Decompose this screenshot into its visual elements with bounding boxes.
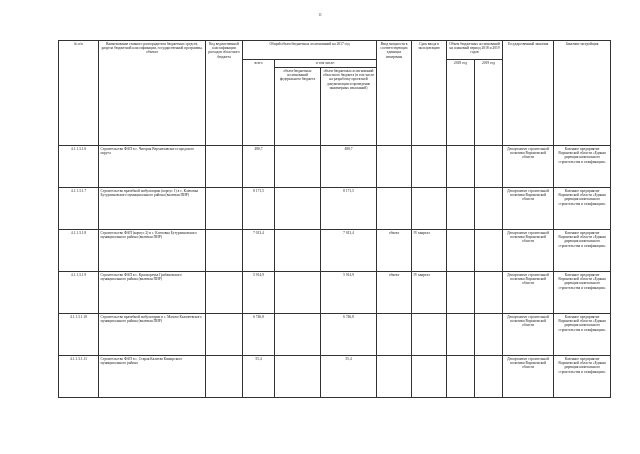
row-2018-cell xyxy=(447,188,475,230)
header-total: всего xyxy=(243,60,275,146)
row-total-cell: 6 746,8 xyxy=(243,314,275,356)
row-code-cell xyxy=(206,146,243,188)
row-total-cell: 7 013,4 xyxy=(243,230,275,272)
row-name-cell: Строительство ФАП в с. Старая Калитва Каширского муниципального района xyxy=(99,356,206,398)
row-regional-cell: 55,4 xyxy=(321,356,377,398)
row-term-cell: IV квартал xyxy=(412,230,447,272)
row-federal-cell xyxy=(275,188,321,230)
row-2019-cell xyxy=(475,188,503,230)
row-federal-cell xyxy=(275,272,321,314)
row-term-cell xyxy=(412,356,447,398)
row-unit-cell: объект xyxy=(377,230,412,272)
row-developer-cell: Казенное предприятие Воронежской области «Единая дирекция капитального строительства и газификации» xyxy=(554,146,611,188)
row-federal-cell xyxy=(275,146,321,188)
table-body xyxy=(59,146,611,398)
row-num-cell: 4.1.1.3.1.7 xyxy=(59,188,99,230)
row-developer-cell: Казенное предприятие Воронежской области «Единая дирекция капитального строительства и газификации» xyxy=(554,356,611,398)
row-customer-cell: Департамент строительной политики Воронежской области xyxy=(503,146,554,188)
row-name-cell: Строительство ФАП в с. Чигорак Верхнехавского городского округа xyxy=(99,146,206,188)
row-2019-cell xyxy=(475,146,503,188)
header-regional: объем бюджетных ассигнований областного бюджета (в том числе на разработку проектной документации и проведение инженерных изысканий) xyxy=(321,68,377,146)
header-total-2017: Общий объем бюджетных ассигнований на 2017 год xyxy=(243,41,377,60)
row-customer-cell: Департамент строительной политики Воронежской области xyxy=(503,188,554,230)
row-2019-cell xyxy=(475,272,503,314)
header-2019: 2019 год xyxy=(475,60,503,146)
row-regional-cell: 5 914,9 xyxy=(321,272,377,314)
row-name-cell: Строительство врачебной амбулатории в с. Мазово Калачеевского муниципального района (включая ПИР) xyxy=(99,314,206,356)
table-row xyxy=(59,272,611,314)
row-num-cell: 4.1.1.3.1.10 xyxy=(59,314,99,356)
budget-table xyxy=(58,40,611,398)
table-row xyxy=(59,146,611,188)
row-unit-cell xyxy=(377,356,412,398)
row-unit-cell xyxy=(377,146,412,188)
header-federal: объем бюджетных ассигнований федерального бюджета xyxy=(275,68,321,146)
row-2018-cell xyxy=(447,356,475,398)
row-2018-cell xyxy=(447,146,475,188)
row-total-cell: 488,7 xyxy=(243,146,275,188)
header-row-1 xyxy=(59,41,611,60)
header-incl: в том числе: xyxy=(275,60,377,68)
row-regional-cell: 7 013,4 xyxy=(321,230,377,272)
row-num-cell: 4.1.1.3.1.11 xyxy=(59,356,99,398)
row-num-cell: 4.1.1.3.1.9 xyxy=(59,272,99,314)
table-row xyxy=(59,314,611,356)
row-code-cell xyxy=(206,314,243,356)
row-2019-cell xyxy=(475,314,503,356)
table-row xyxy=(59,356,611,398)
table-row xyxy=(59,230,611,272)
header-code: Код ведомственной классификации расходов областного бюджета xyxy=(206,41,243,146)
row-2018-cell xyxy=(447,272,475,314)
row-federal-cell xyxy=(275,356,321,398)
row-term-cell xyxy=(412,146,447,188)
header-name: Наименование главного распорядителя бюджетных средств, раздела бюджетной классификации, государственной программы, объекта xyxy=(99,41,206,146)
row-developer-cell: Казенное предприятие Воронежской области «Единая дирекция капитального строительства и газификации» xyxy=(554,188,611,230)
row-federal-cell xyxy=(275,314,321,356)
row-developer-cell: Казенное предприятие Воронежской области «Единая дирекция капитального строительства и газификации» xyxy=(554,314,611,356)
row-customer-cell: Департамент строительной политики Воронежской области xyxy=(503,356,554,398)
row-total-cell: 5 914,9 xyxy=(243,272,275,314)
row-2019-cell xyxy=(475,356,503,398)
header-num: № п/п xyxy=(59,41,99,146)
row-regional-cell: 488,7 xyxy=(321,146,377,188)
row-name-cell: Строительство ФАП в с. Красноречка Грибановского муниципального района (включая ПИР) xyxy=(99,272,206,314)
header-term: Срок ввода в эксплуатацию xyxy=(412,41,447,146)
row-code-cell xyxy=(206,230,243,272)
page-number: 11 xyxy=(318,12,322,17)
row-unit-cell xyxy=(377,188,412,230)
row-customer-cell: Департамент строительной политики Воронежской области xyxy=(503,230,554,272)
row-2018-cell xyxy=(447,230,475,272)
row-code-cell xyxy=(206,188,243,230)
row-name-cell: Строительство врачебной амбулатории (корпус 1) в с. Клеповка Бутурлиновского муниципального района (включая ПИР) xyxy=(99,188,206,230)
header-developer: Заказчик-застройщик xyxy=(554,41,611,146)
header-planned: Объем бюджетных ассигнований на плановый период 2018 и 2019 годов xyxy=(447,41,503,60)
header-2018: 2018 год xyxy=(447,60,475,146)
row-total-cell: 55,4 xyxy=(243,356,275,398)
row-federal-cell xyxy=(275,230,321,272)
row-term-cell xyxy=(412,314,447,356)
row-term-cell xyxy=(412,188,447,230)
row-regional-cell: 8 171,5 xyxy=(321,188,377,230)
row-unit-cell xyxy=(377,314,412,356)
row-name-cell: Строительство ФАП (корпус 2) в с. Клеповка Бутурлиновского муниципального района (включая ПИР) xyxy=(99,230,206,272)
row-customer-cell: Департамент строительной политики Воронежской области xyxy=(503,314,554,356)
row-developer-cell: Казенное предприятие Воронежской области «Единая дирекция капитального строительства и газификации» xyxy=(554,272,611,314)
row-2018-cell xyxy=(447,314,475,356)
row-unit-cell: объект xyxy=(377,272,412,314)
header-capacity: Ввод мощности в соответствующих единицах измерения xyxy=(377,41,412,146)
row-customer-cell: Департамент строительной политики Воронежской области xyxy=(503,272,554,314)
row-num-cell: 4.1.1.3.1.6 xyxy=(59,146,99,188)
row-2019-cell xyxy=(475,230,503,272)
row-code-cell xyxy=(206,356,243,398)
row-regional-cell: 6 746,8 xyxy=(321,314,377,356)
row-term-cell: IV квартал xyxy=(412,272,447,314)
header-customer: Государственный заказчик xyxy=(503,41,554,146)
table-row xyxy=(59,188,611,230)
row-total-cell: 8 171,5 xyxy=(243,188,275,230)
row-num-cell: 4.1.1.3.1.8 xyxy=(59,230,99,272)
row-code-cell xyxy=(206,272,243,314)
row-developer-cell: Казенное предприятие Воронежской области «Единая дирекция капитального строительства и газификации» xyxy=(554,230,611,272)
